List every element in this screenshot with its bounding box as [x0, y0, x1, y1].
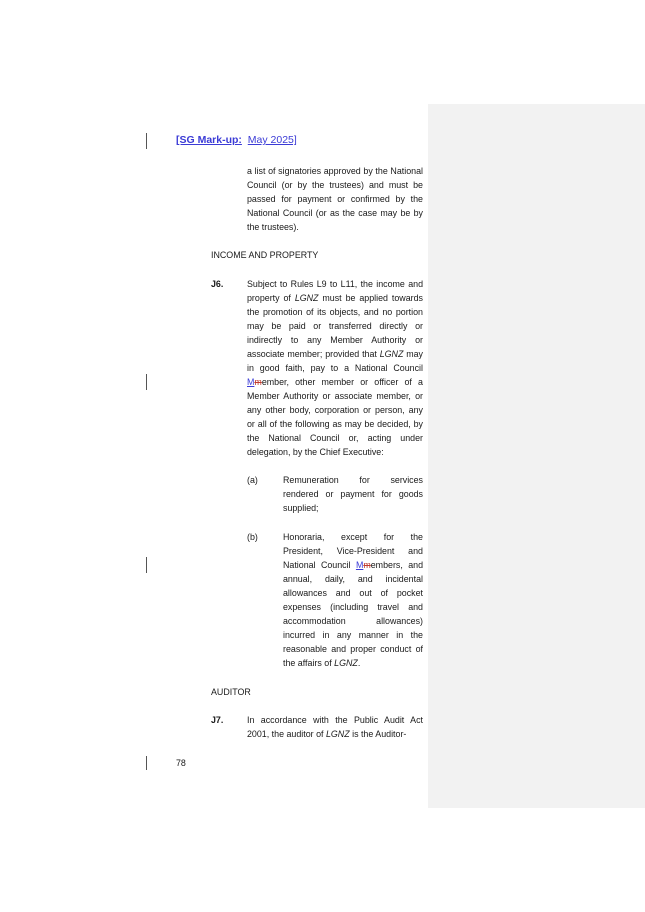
tracked-deletion: m: [254, 377, 262, 387]
paragraph-signatories: a list of signatories approved by the National Council (or by the trustees) and must be passed for payment or confirmed by the National Council (or as the case may be by the trustees).: [247, 166, 423, 232]
item-a-text: Remuneration for services rendered or payment for goods supplied;: [283, 475, 423, 513]
rule-j7-text: In accordance with the Public Audit Act 2001, the auditor of LGNZ is the Auditor-: [247, 715, 423, 739]
change-bar-footer: [146, 756, 147, 770]
rule-j6-number: J6.: [211, 279, 224, 289]
rule-j6-text: Subject to Rules L9 to L11, the income and property of LGNZ must be applied towards the promotion of its objects, and no portion may be paid or transferred directly or indirectly to any Member Authority or associate member; provided that LGNZ may in good faith, pay to a National Council Mmember, other member or officer of a Member Authority or associate member, or any other body, corporation or person, any or all of the following as may be decided, by the National Council or, acting under delegation, by the Chief Executive:: [247, 279, 423, 457]
markup-date: May 2025]: [247, 134, 297, 146]
page-number: 78: [176, 758, 186, 768]
heading-auditor: AUDITOR: [211, 687, 251, 697]
item-a-label: (a): [247, 475, 258, 485]
heading-income-property: INCOME AND PROPERTY: [211, 250, 319, 260]
change-bar-header: [146, 133, 147, 149]
tracked-insertion: M: [247, 377, 255, 387]
tracked-deletion: m: [363, 560, 371, 570]
markup-label: [SG Mark-up:: [176, 134, 242, 146]
change-bar-item-b: [146, 557, 147, 573]
item-b-label: (b): [247, 532, 258, 542]
markup-comment-pane: [428, 104, 645, 808]
item-b-text: Honoraria, except for the President, Vice-President and National Council Mmembers, and annual, daily, and incidental allowances and out of pocket expenses (including travel and accommodation allowances) incurred in any manner in the reasonable and proper conduct of the affairs of LGNZ.: [283, 532, 423, 668]
change-bar-j6: [146, 374, 147, 390]
markup-header: [176, 134, 297, 146]
rule-j7-number: J7.: [211, 715, 224, 725]
tracked-insertion: M: [355, 560, 364, 570]
